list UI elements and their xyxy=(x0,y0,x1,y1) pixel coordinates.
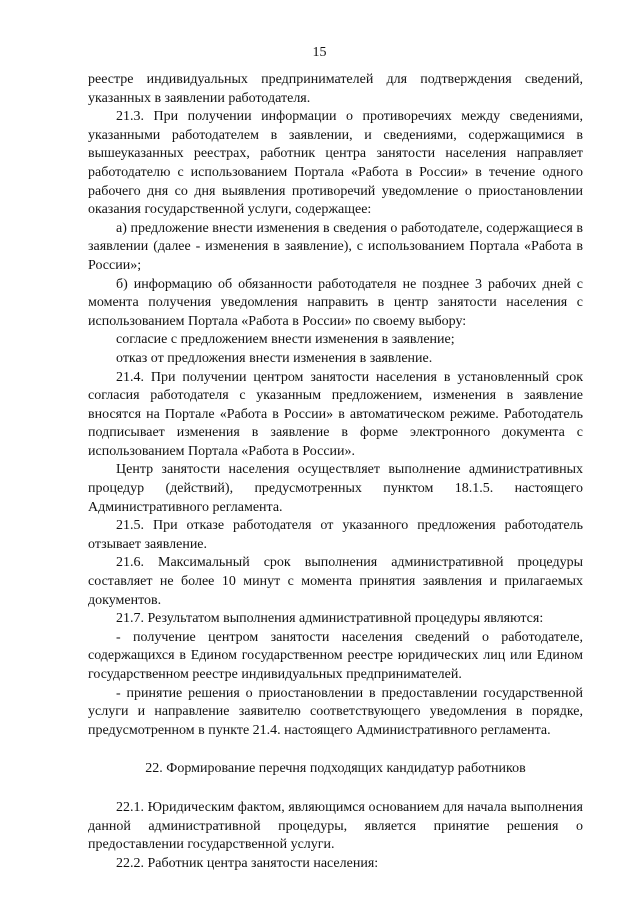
paragraph-21-3: 21.3. При получении информации о противоречиях между сведениями, указанными работодателем в заявлении, и сведениями, содержащимися в вышеуказанных реестрах, работник центра занятости населения направляет работодателю с использованием Портала «Работа в России» в течение одного рабочего дня со дня выявления противоречий уведомление о приостановлении оказания государственной услуги, содержащее: xyxy=(88,109,583,218)
paragraph-22-2: 22.2. Работник центра занятости населения: xyxy=(116,855,379,871)
document-body xyxy=(88,71,583,873)
paragraph-22-1: 22.1. Юридическим фактом, являющимся основанием для начала выполнения данной административной процедуры, является принятие решения о предоставлении государственной услуги. xyxy=(88,799,583,853)
paragraph-21-6: 21.6. Максимальный срок выполнения административной процедуры составляет не более 10 минут с момента принятия заявления и прилагаемых документов. xyxy=(88,555,583,608)
paragraph-item-a: а) предложение внести изменения в сведения о работодателе, содержащиеся в заявлении (далее - изменения в заявление), с использованием Портала «Работа в России»; xyxy=(88,220,583,273)
paragraph-result-2: - принятие решения о приостановлении в предоставлении государственной услуги и направление заявителю соответствующего уведомления в порядке, предусмотренном в пункте 21.4. настоящего Административного регламента. xyxy=(88,685,583,738)
paragraph-21-4: 21.4. При получении центром занятости населения в установленный срок согласия работодателя с указанным предложением, изменения в заявление вносятся на Портале «Работа в России» в автоматическом режиме. Работодатель подписывает изменения в заявление в форме электронного документа с использованием Портала «Работа в России». xyxy=(88,369,583,459)
paragraph-option-consent: согласие с предложением внести изменения в заявление; xyxy=(116,332,455,348)
paragraph-result-1: - получение центром занятости населения сведений о работодателе, содержащихся в Едином государственном реестре юридических лиц или Едином государственном реестре индивидуальных предпринимателей. xyxy=(88,629,583,682)
page-number: 15 xyxy=(312,45,327,60)
section-heading-22: 22. Формирование перечня подходящих кандидатур работников xyxy=(145,761,526,777)
paragraph-21-5: 21.5. При отказе работодателя от указанного предложения работодатель отзывает заявление. xyxy=(88,518,583,552)
paragraph-option-refusal: отказ от предложения внести изменения в заявление. xyxy=(116,350,433,366)
paragraph-continuation: реестре индивидуальных предпринимателей для подтверждения сведений, указанных в заявлении работодателя. xyxy=(88,72,583,106)
paragraph-center-procedures: Центр занятости населения осуществляет выполнение административных процедур (действий), предусмотренных пунктом 18.1.5. настоящего Административного регламента. xyxy=(88,462,583,515)
paragraph-item-b: б) информацию об обязанности работодателя не позднее 3 рабочих дней с момента получения уведомления направить в центр занятости населения с использованием Портала «Работа в России» по своему выбору: xyxy=(88,276,583,329)
paragraph-21-7: 21.7. Результатом выполнения административной процедуры являются: xyxy=(116,611,544,627)
